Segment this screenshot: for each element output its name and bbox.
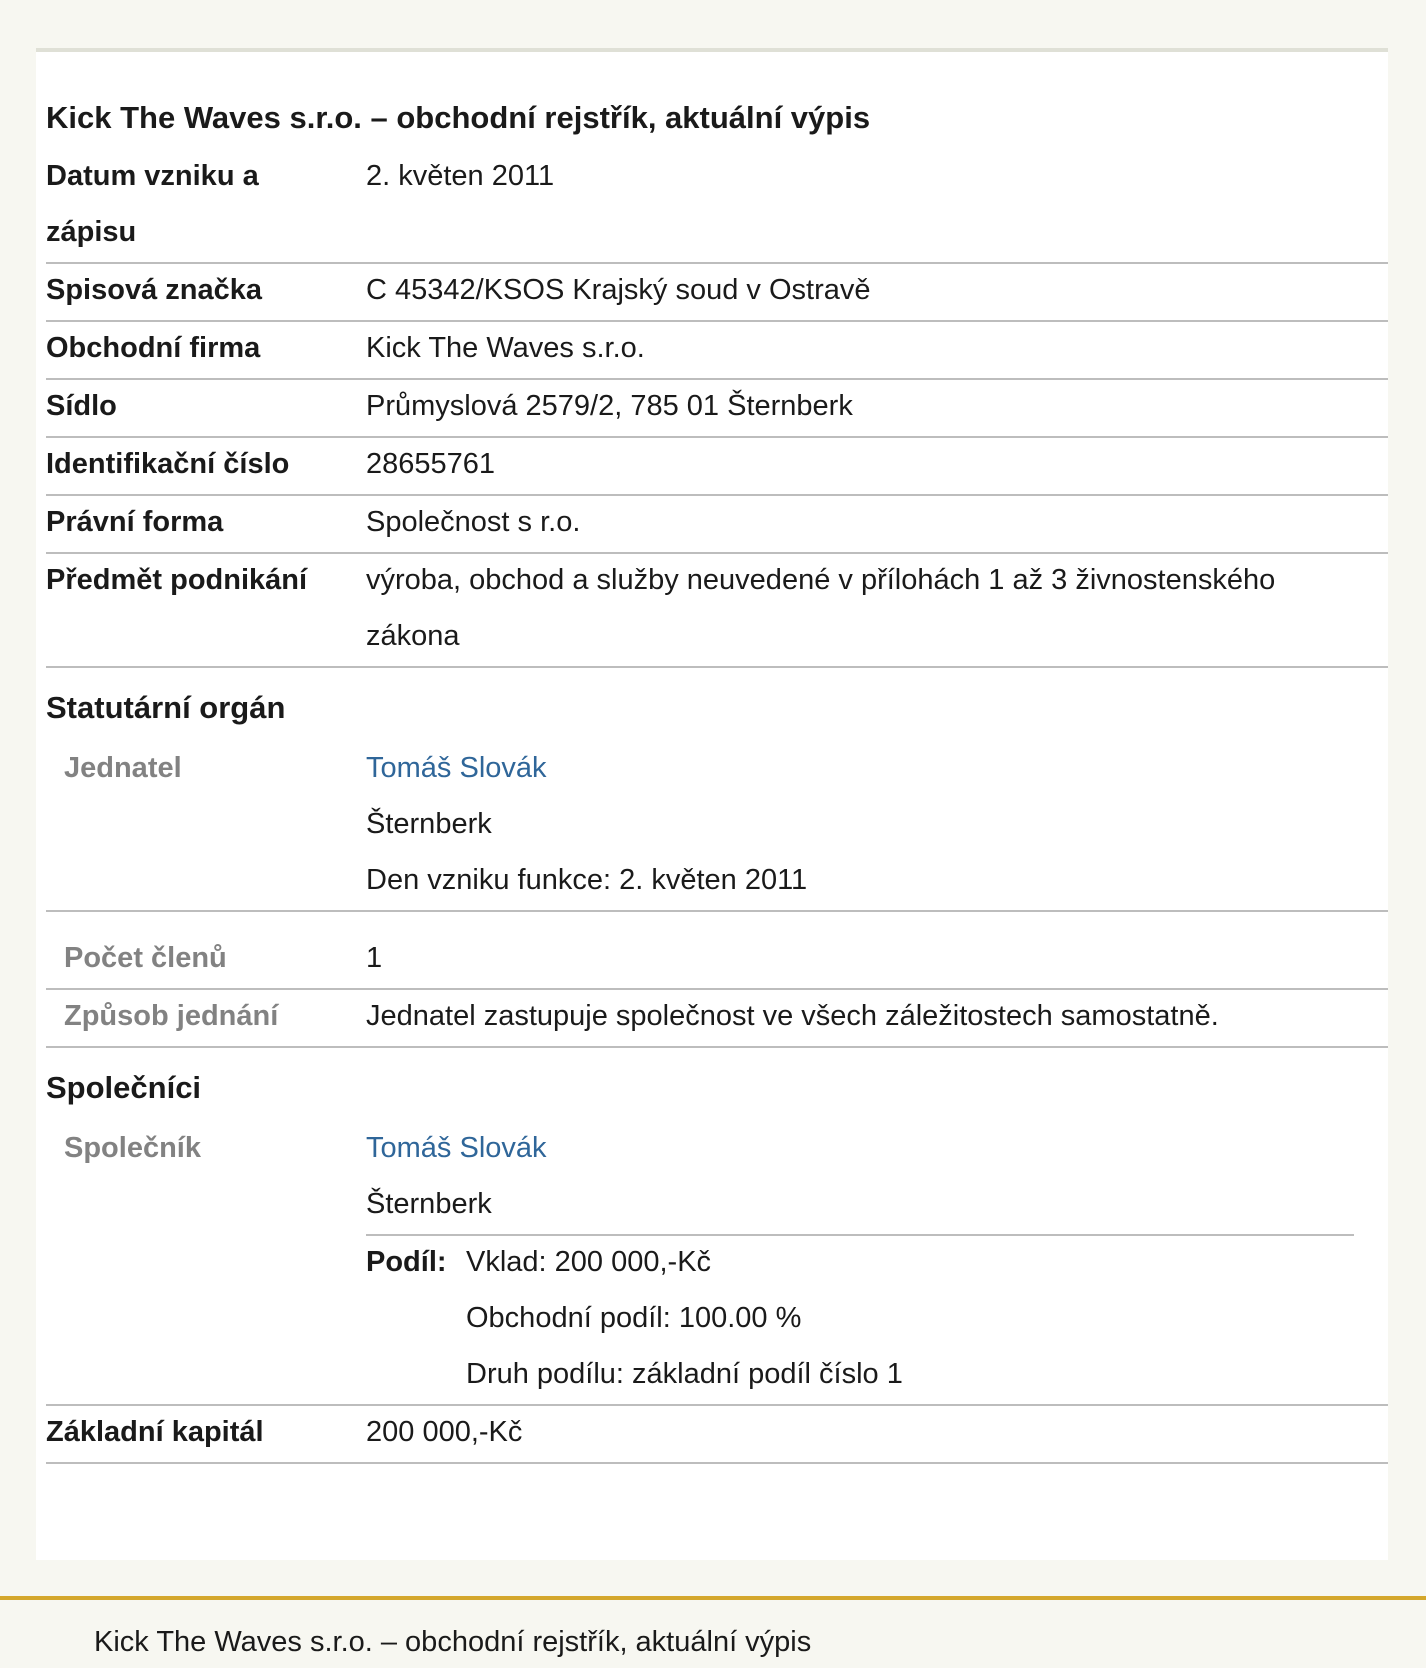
row-divider: [46, 666, 1388, 668]
pocet-value: 1: [366, 942, 383, 974]
sidlo-value: Průmyslová 2579/2, 785 01 Šternberk: [366, 390, 853, 422]
share-divider: [366, 1234, 1354, 1236]
predmet-value: výroba, obchod a služby neuvedené v přílohách 1 až 3 živnostenského: [366, 564, 1276, 596]
row-divider: [46, 378, 1388, 380]
ico-value: 28655761: [366, 448, 496, 480]
datum-value: 2. květen 2011: [366, 160, 555, 192]
datum-label: Datum vzniku a: [46, 160, 259, 192]
row-divider: [46, 436, 1388, 438]
register-extract-card: [36, 48, 1388, 1560]
row-divider: [46, 910, 1388, 912]
jednatel-since: Den vzniku funkce: 2. květen 2011: [366, 864, 808, 896]
jednatel-name-link[interactable]: Tomáš Slovák: [366, 752, 547, 784]
footer-caption: Kick The Waves s.r.o. – obchodní rejstřík, aktuální výpis: [94, 1626, 812, 1658]
firma-value: Kick The Waves s.r.o.: [366, 332, 645, 364]
row-divider: [46, 262, 1388, 264]
obchodni-podil-value: Obchodní podíl: 100.00 %: [466, 1302, 802, 1334]
row-divider: [46, 1462, 1388, 1464]
firma-label: Obchodní firma: [46, 332, 261, 364]
druh-podilu-value: Druh podílu: základní podíl číslo 1: [466, 1358, 903, 1390]
spolecnik-name-link[interactable]: Tomáš Slovák: [366, 1132, 547, 1164]
jednatel-label: Jednatel: [64, 752, 182, 784]
vklad-value: Vklad: 200 000,-Kč: [466, 1246, 712, 1278]
predmet-label: Předmět podnikání: [46, 564, 308, 596]
spolecnici-heading: Společníci: [46, 1070, 202, 1105]
sidlo-label: Sídlo: [46, 390, 117, 422]
podil-label: Podíl:: [366, 1246, 447, 1278]
zpusob-value: Jednatel zastupuje společnost ve všech záležitostech samostatně.: [366, 1000, 1219, 1032]
row-divider: [46, 320, 1388, 322]
statutarni-heading: Statutární orgán: [46, 690, 286, 725]
row-divider: [46, 1404, 1388, 1406]
ico-label: Identifikační číslo: [46, 448, 290, 480]
row-divider: [46, 494, 1388, 496]
row-divider: [46, 988, 1388, 990]
page-title: Kick The Waves s.r.o. – obchodní rejstřík, aktuální výpis: [46, 100, 871, 135]
row-divider: [46, 1046, 1388, 1048]
kapital-label: Základní kapitál: [46, 1416, 264, 1448]
row-divider: [46, 552, 1388, 554]
pocet-label: Počet členů: [64, 942, 227, 974]
jednatel-city: Šternberk: [366, 808, 492, 840]
spolecnik-city: Šternberk: [366, 1188, 492, 1220]
spisova-value: C 45342/KSOS Krajský soud v Ostravě: [366, 274, 871, 306]
footer-bar: [0, 1596, 1426, 1668]
forma-label: Právní forma: [46, 506, 224, 538]
kapital-value: 200 000,-Kč: [366, 1416, 523, 1448]
zpusob-label: Způsob jednání: [64, 1000, 279, 1032]
spolecnik-label: Společník: [64, 1132, 201, 1164]
predmet-value-cont: zákona: [366, 620, 460, 652]
spisova-label: Spisová značka: [46, 274, 262, 306]
forma-value: Společnost s r.o.: [366, 506, 581, 538]
datum-label-cont: zápisu: [46, 216, 137, 248]
